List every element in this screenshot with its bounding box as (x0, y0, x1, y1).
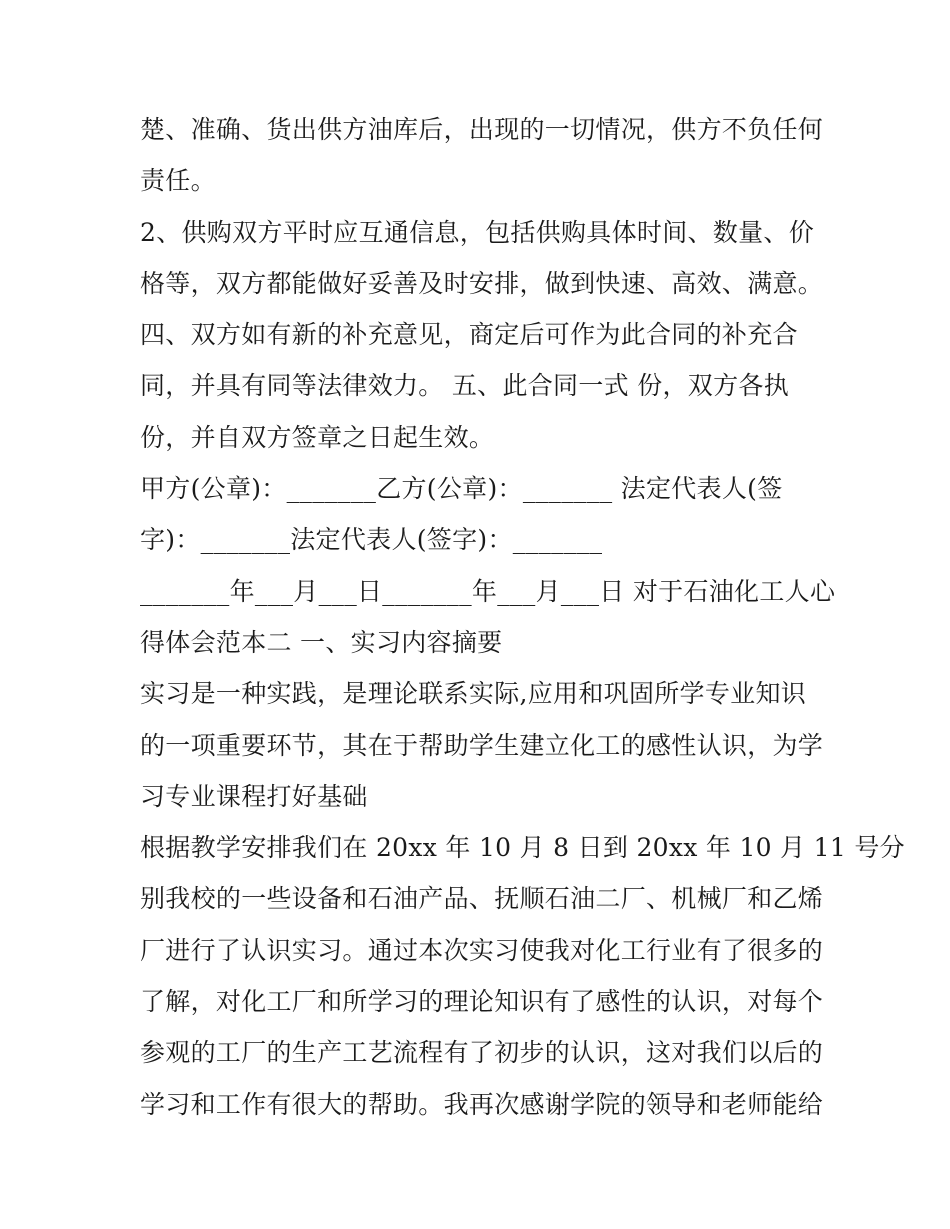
text-line: 学习和工作有很大的帮助。我再次感谢学院的领导和老师能给 (140, 1089, 824, 1119)
text-line: 别我校的一些设备和石油产品、抚顺石油二厂、机械厂和乙烯 (140, 884, 824, 914)
text-line: 的一项重要环节，其在于帮助学生建立化工的感性认识，为学 (140, 730, 824, 760)
text-line: 实习是一种实践，是理论联系实际,应用和巩固所学专业知识 (140, 679, 807, 709)
document-page (140, 104, 905, 1130)
text-line: 习专业课程打好基础 (140, 781, 368, 811)
text-line: 根据教学安排我们在 20xx 年 10 月 8 日到 20xx 年 10 月 11 号分 (140, 833, 905, 863)
text-line: 楚、准确、货出供方油库后，出现的一切情况，供方不负任何 (140, 115, 824, 144)
text-line: 同，并具有同等法律效力。 五、此合同一式 份，双方各执 (140, 371, 789, 401)
text-line: 格等，双方都能做好妥善及时安排，做到快速、高效、满意。 (140, 268, 824, 298)
text-line: 参观的工厂的生产工艺流程有了初步的认识，这对我们以后的 (140, 1038, 824, 1068)
text-line: 厂进行了认识实习。通过本次实习使我对化工行业有了很多的 (140, 935, 824, 965)
section-heading-line: 得体会范本二 一、实习内容摘要 (140, 627, 503, 657)
text-line: 了解，对化工厂和所学习的理论知识有了感性的认识，对每个 (140, 987, 824, 1017)
text-line: 四、双方如有新的补充意见，商定后可作为此合同的补充合 (140, 320, 798, 350)
text-line: 2、供购双方平时应互通信息，包括供购具体时间、数量、价 (140, 217, 815, 247)
text-line: 份，并自双方签章之日起生效。 (140, 422, 495, 452)
date-line: _______年___月___日_______年___月___日 对于石油化工人心 (140, 576, 836, 606)
signature-line: 字)：_______法定代表人(签字)：_______ (140, 525, 603, 555)
signature-line: 甲方(公章)：_______乙方(公章)：_______ 法定代表人(签 (140, 474, 783, 504)
text-line: 责任。 (140, 166, 216, 196)
